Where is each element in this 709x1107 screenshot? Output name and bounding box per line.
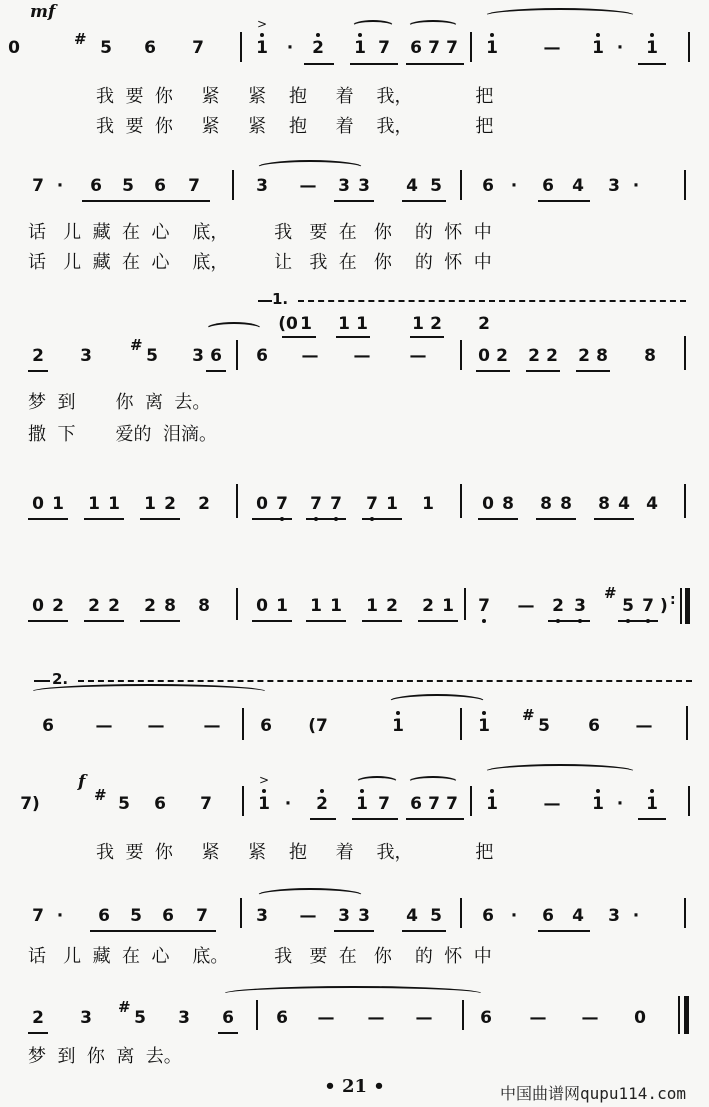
note: 0: [32, 494, 44, 514]
barline: [684, 898, 686, 928]
underline: [594, 518, 634, 520]
note: 1: [422, 494, 434, 514]
barline: [460, 484, 462, 518]
note: 7: [378, 794, 390, 814]
note: 6: [260, 716, 272, 736]
underline: [362, 518, 402, 520]
underline: [84, 518, 124, 520]
note: 1: [349, 794, 375, 814]
dot-duration: ·: [632, 176, 640, 196]
note: 3: [256, 906, 268, 926]
barline: [460, 708, 462, 740]
note: 2: [305, 38, 331, 58]
note-high: 1: [639, 38, 665, 58]
dot-duration: ·: [286, 38, 294, 58]
tie: [30, 684, 268, 700]
note: 6: [542, 906, 554, 926]
dash: —: [581, 1008, 599, 1028]
note-high: > 1: [256, 17, 268, 58]
volta-first-label: 1.: [272, 290, 289, 308]
sharp-sign: #: [604, 584, 617, 602]
note: 2: [309, 794, 335, 814]
note: 6: [482, 176, 494, 196]
dash: —: [203, 716, 221, 736]
note: 7: [32, 176, 44, 196]
note: 3: [178, 1008, 190, 1028]
barline: [470, 32, 472, 62]
note-high: 1: [639, 794, 665, 814]
note: 8: [644, 346, 656, 366]
barline: [688, 32, 690, 62]
underline: [84, 620, 124, 622]
dash: —: [95, 716, 113, 736]
underline: [306, 518, 346, 520]
note: 6: [98, 906, 110, 926]
lyric-line-1: 我 要 你 紧 紧 抱 着 我， 把: [96, 842, 494, 863]
dot-duration: ·: [616, 794, 624, 814]
note: 2: [430, 314, 442, 334]
note: 6: [542, 176, 554, 196]
dash: —: [317, 1008, 335, 1028]
note: 5: [130, 906, 142, 926]
tie: [484, 8, 636, 24]
note: 6: [222, 1008, 234, 1028]
note: 2: [32, 1008, 44, 1028]
note: 6: [154, 176, 166, 196]
note-low: 7: [323, 494, 349, 514]
underline: [478, 518, 518, 520]
note: 5: [146, 346, 158, 366]
note: 5: [430, 906, 442, 926]
note: 3: [338, 176, 350, 196]
note: 7: [196, 906, 208, 926]
lyric-line-1: 话 儿 藏 在 心 底， 我 要 在 你 的 怀 中: [28, 222, 492, 243]
volta-bracket-dashed: [298, 300, 686, 302]
note: 6: [90, 176, 102, 196]
underline: [576, 370, 610, 372]
tie: [484, 764, 636, 780]
repeat-barline-thick: [685, 588, 690, 624]
underline: [406, 63, 464, 65]
dot-duration: ·: [56, 176, 64, 196]
note: 7: [188, 176, 200, 196]
note: 4: [572, 176, 584, 196]
page-number: • 21 •: [324, 1076, 385, 1097]
note: 5: [100, 38, 112, 58]
underline: [336, 336, 370, 338]
note-high: 1: [471, 716, 497, 736]
note: 6: [480, 1008, 492, 1028]
note: 2: [144, 596, 156, 616]
note-high: 1: [385, 716, 411, 736]
underline: [310, 818, 336, 820]
note: 2: [198, 494, 210, 514]
note: 6: [210, 346, 222, 366]
note: 1: [338, 314, 350, 334]
note: 7: [428, 794, 440, 814]
underline: [538, 200, 590, 202]
watermark: 中国曲谱网qupu114.com: [500, 1084, 686, 1103]
note-low: 7: [635, 596, 661, 616]
note: 1: [366, 596, 378, 616]
dash: —: [415, 1008, 433, 1028]
note: 7: [378, 38, 390, 58]
lyric-line-1: 我 要 你 紧 紧 抱 着 我， 把: [96, 86, 494, 107]
dash: —: [543, 794, 561, 814]
note: 5: [118, 794, 130, 814]
note: 0: [478, 346, 490, 366]
underline: [410, 336, 444, 338]
barline: [688, 786, 690, 816]
dash: —: [635, 716, 653, 736]
note: 3: [80, 346, 92, 366]
note-high: > 1: [258, 773, 270, 814]
underline: [638, 63, 666, 65]
underline: [618, 620, 658, 622]
underline: [638, 818, 666, 820]
note: 1: [144, 494, 156, 514]
barline: [232, 170, 234, 200]
underline: [538, 930, 590, 932]
note: 6: [410, 38, 422, 58]
note: 8: [198, 596, 210, 616]
lyric-line-1: 梦 到 你 离 去。: [28, 392, 211, 413]
underline: [218, 1032, 238, 1034]
underline: [306, 620, 346, 622]
note: 1: [412, 314, 424, 334]
dash: —: [367, 1008, 385, 1028]
barline: [684, 336, 686, 370]
note: 8: [502, 494, 514, 514]
barline: [236, 340, 238, 370]
note: 3: [338, 906, 350, 926]
underline: [90, 930, 216, 932]
tie: [256, 160, 364, 176]
dot-duration: ·: [510, 906, 518, 926]
underline: [28, 518, 68, 520]
note: 1: [310, 596, 322, 616]
note-low: 7: [269, 494, 295, 514]
note: 8: [596, 346, 608, 366]
volta-bracket-dashed: [78, 680, 692, 682]
dash: —: [147, 716, 165, 736]
volta-second-label: 2.: [52, 670, 69, 688]
dash: —: [543, 38, 561, 58]
barline: [240, 898, 242, 928]
note: 1: [442, 596, 454, 616]
note: 3: [80, 1008, 92, 1028]
note: 7: [200, 794, 212, 814]
barline: [470, 786, 472, 816]
tie: [388, 694, 486, 710]
underline: [206, 370, 226, 372]
note-low: 7: [303, 494, 329, 514]
dash: —: [299, 906, 317, 926]
note: 7: [446, 38, 458, 58]
note: 5: [538, 716, 550, 736]
underline: [352, 818, 398, 820]
close-paren: ): [660, 596, 668, 616]
volta-bracket: [258, 300, 272, 302]
barline: [242, 708, 244, 740]
note: 0: [32, 596, 44, 616]
note-high: 1: [585, 794, 611, 814]
note: 5: [134, 1008, 146, 1028]
note: 1: [347, 38, 373, 58]
note: 6: [276, 1008, 288, 1028]
note: 2: [496, 346, 508, 366]
underline: [28, 370, 48, 372]
dot-duration: ·: [632, 906, 640, 926]
dash: —: [299, 176, 317, 196]
note: 1: [108, 494, 120, 514]
barline: [240, 32, 242, 62]
underline: [252, 518, 292, 520]
note: 1: [386, 494, 398, 514]
note: 3: [608, 176, 620, 196]
slur: [356, 776, 398, 788]
underline: [334, 200, 374, 202]
tie: [222, 986, 484, 1002]
barline: [686, 706, 688, 740]
underline: [282, 336, 316, 338]
slur: [352, 20, 394, 32]
barline: [684, 484, 686, 518]
tie: [256, 888, 364, 904]
note: 2: [386, 596, 398, 616]
note-paren: (0: [278, 314, 298, 334]
note-paren: (7: [308, 716, 328, 736]
lyric-line-2: 话 儿 藏 在 心 底， 让 我 在 你 的 怀 中: [28, 252, 492, 273]
note: 3: [358, 906, 370, 926]
note: 6: [588, 716, 600, 736]
note: 6: [144, 38, 156, 58]
lyric-line-1: 梦 到 你 离 去。: [28, 1046, 182, 1067]
note: 1: [330, 596, 342, 616]
note: 3: [358, 176, 370, 196]
note: 2: [422, 596, 434, 616]
note: 2: [478, 314, 490, 334]
note: 6: [482, 906, 494, 926]
barline: [256, 1000, 258, 1030]
underline: [548, 620, 590, 622]
underline: [362, 620, 402, 622]
note: 6: [410, 794, 422, 814]
note: 4: [618, 494, 630, 514]
slur: [408, 20, 458, 32]
repeat-dots: :: [670, 592, 676, 608]
underline: [252, 620, 292, 622]
note: 7: [192, 38, 204, 58]
note: 3: [192, 346, 204, 366]
sharp-sign: #: [74, 30, 87, 48]
sharp-sign: #: [522, 706, 535, 724]
dash: —: [529, 1008, 547, 1028]
note-low: 7: [359, 494, 385, 514]
dash: —: [301, 346, 319, 366]
note: 2: [578, 346, 590, 366]
note: 5: [430, 176, 442, 196]
dot-duration: ·: [284, 794, 292, 814]
dynamic-marking: mf: [30, 2, 56, 22]
note: 6: [162, 906, 174, 926]
barline: [460, 340, 462, 370]
underline: [28, 620, 68, 622]
slur: [408, 776, 458, 788]
note: 5: [122, 176, 134, 196]
repeat-barline-thin: [680, 588, 682, 624]
sharp-sign: #: [118, 998, 131, 1016]
note-low: 2: [545, 596, 571, 616]
underline: [418, 620, 458, 622]
note: 1: [88, 494, 100, 514]
barline: [236, 484, 238, 518]
note-high: 1: [479, 38, 505, 58]
note: 2: [164, 494, 176, 514]
underline: [476, 370, 510, 372]
lyric-line-2: 撒 下 爱的 泪滴。: [28, 424, 217, 445]
note: 2: [32, 346, 44, 366]
underline: [402, 200, 446, 202]
note-close: 7): [20, 794, 40, 814]
note-high: 1: [585, 38, 611, 58]
note: 0: [482, 494, 494, 514]
barline: [460, 898, 462, 928]
note: 6: [42, 716, 54, 736]
note-low: 3: [567, 596, 593, 616]
sharp-sign: #: [94, 786, 107, 804]
volta-bracket: [34, 680, 50, 682]
note: 0: [256, 494, 268, 514]
sharp-sign: #: [130, 336, 143, 354]
underline: [140, 518, 180, 520]
underline: [82, 200, 210, 202]
note: 2: [88, 596, 100, 616]
underline: [334, 930, 374, 932]
note: 4: [406, 906, 418, 926]
underline: [140, 620, 180, 622]
underline: [304, 63, 334, 65]
underline: [350, 63, 398, 65]
note: 8: [560, 494, 572, 514]
lyric-line-1: 话 儿 藏 在 心 底。 我 要 在 你 的 怀 中: [28, 946, 492, 967]
note: 2: [546, 346, 558, 366]
barline: [242, 786, 244, 816]
note: 8: [164, 596, 176, 616]
note: 0: [256, 596, 268, 616]
note: 1: [52, 494, 64, 514]
note: 7: [428, 38, 440, 58]
underline: [406, 818, 464, 820]
barline: [684, 170, 686, 200]
barline: [460, 170, 462, 200]
underline: [28, 1032, 48, 1034]
note: 8: [598, 494, 610, 514]
note: 8: [540, 494, 552, 514]
barline: [236, 588, 238, 620]
note: 6: [256, 346, 268, 366]
note: 2: [108, 596, 120, 616]
lyric-line-2: 我 要 你 紧 紧 抱 着 我， 把: [96, 116, 494, 137]
note: 1: [356, 314, 368, 334]
dynamic-marking: f: [78, 772, 86, 792]
note: 4: [572, 906, 584, 926]
note: 6: [154, 794, 166, 814]
dot-duration: ·: [510, 176, 518, 196]
note: 1: [276, 596, 288, 616]
dot-duration: ·: [616, 38, 624, 58]
note: 1: [300, 314, 312, 334]
final-barline-thick: [684, 996, 689, 1034]
note: 2: [528, 346, 540, 366]
note: 4: [646, 494, 658, 514]
dash: —: [409, 346, 427, 366]
note-low: 5: [615, 596, 641, 616]
note: 7: [32, 906, 44, 926]
underline: [402, 930, 446, 932]
dash: —: [353, 346, 371, 366]
note: 2: [52, 596, 64, 616]
note: 0: [634, 1008, 646, 1028]
note-high: 1: [479, 794, 505, 814]
dot-duration: ·: [56, 906, 64, 926]
barline: [462, 1000, 464, 1030]
note: 0: [8, 38, 20, 58]
underline: [526, 370, 560, 372]
note: 3: [256, 176, 268, 196]
note: 3: [608, 906, 620, 926]
tie: [206, 322, 262, 336]
barline: [464, 588, 466, 620]
underline: [536, 518, 576, 520]
note: 4: [406, 176, 418, 196]
note-low: 7: [471, 596, 497, 616]
dash: —: [517, 596, 535, 616]
final-barline-thin: [678, 996, 680, 1034]
note: 7: [446, 794, 458, 814]
